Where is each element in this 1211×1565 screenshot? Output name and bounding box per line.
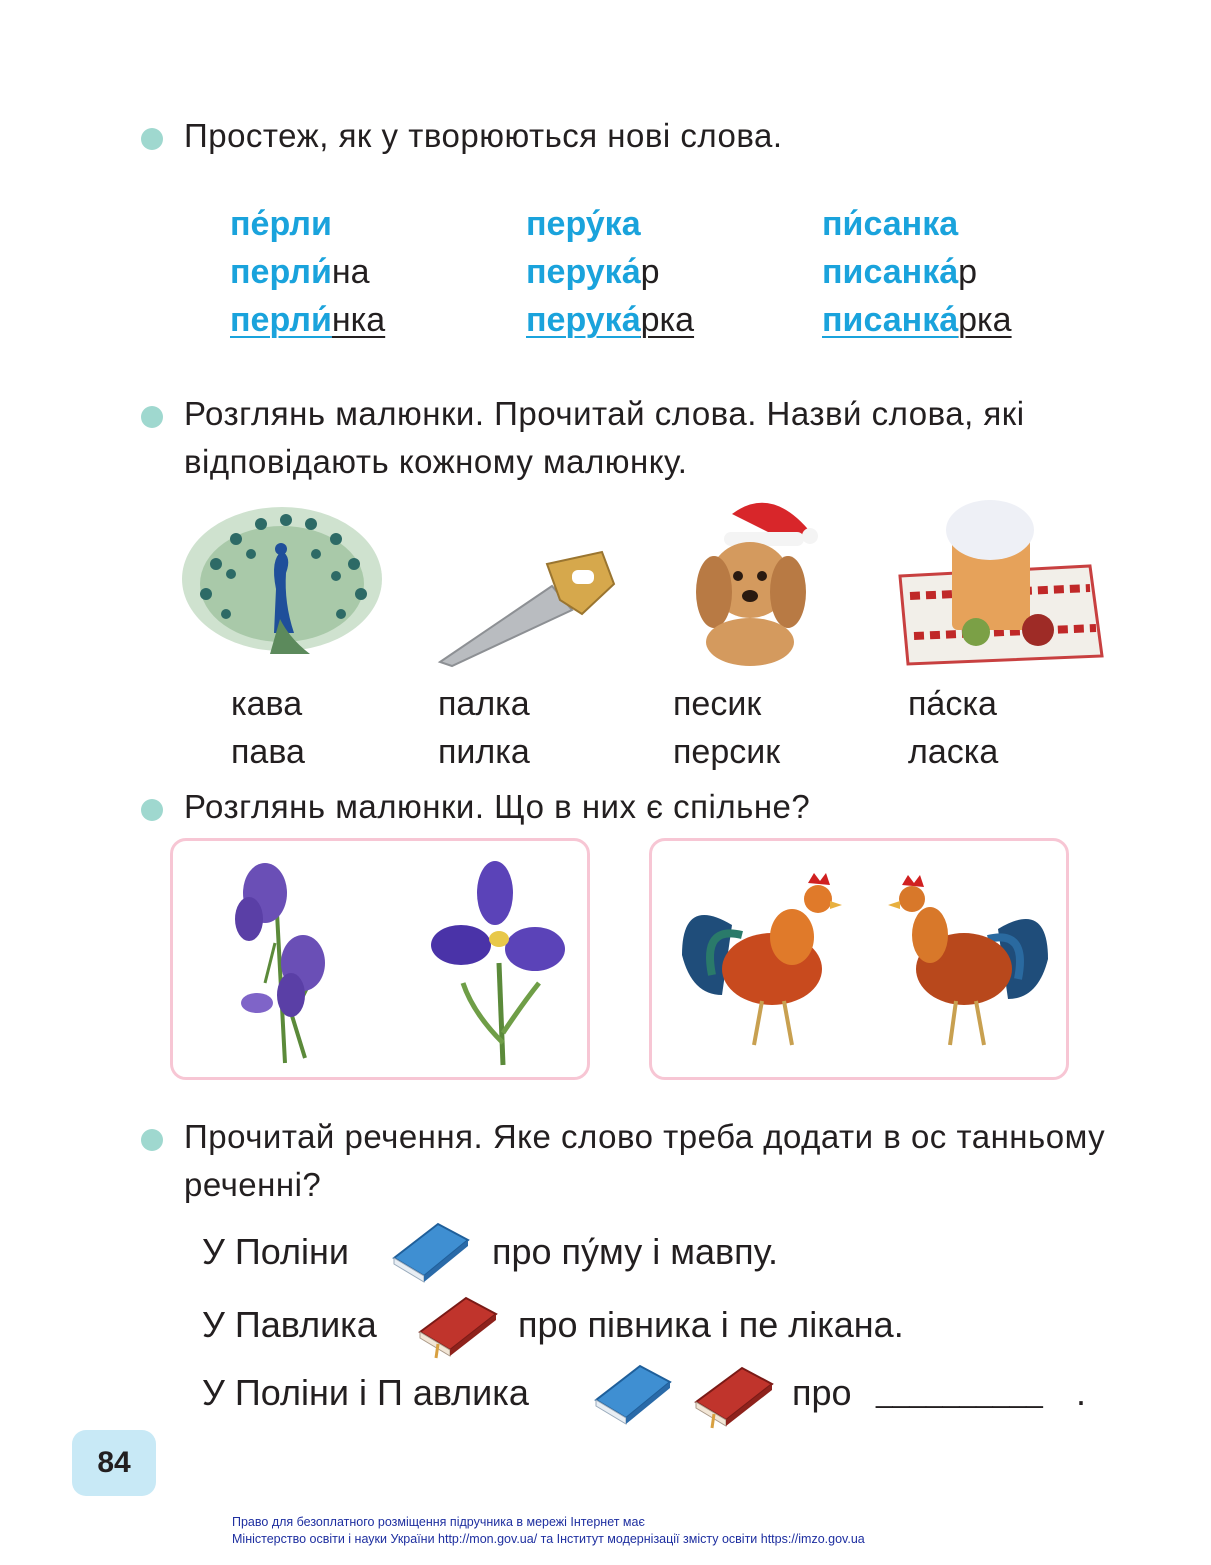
word-stem: писанка́ (822, 301, 959, 339)
footer-line2: Міністерство освіти і науки України http://mon.gov.ua/ та Інститут модернізації змісту освіти https://imzo.gov.ua (232, 1532, 865, 1546)
peacock-picture (176, 494, 388, 666)
word-stem: писанка́ (822, 253, 959, 291)
answer-blank[interactable]: __________ (876, 1376, 1043, 1409)
rooster-picture-2 (878, 869, 1058, 1049)
word-perukarka (526, 296, 694, 344)
word-suffix: рка (958, 301, 1012, 339)
word-pesyk: песик (673, 685, 762, 723)
sentence1-start: У Поліни (202, 1231, 349, 1272)
word-suffix: р (640, 253, 660, 291)
word-kava: кава (231, 685, 303, 723)
footer-line1: Право для безоплатного розміщення підручника в мережі Інтернет має (232, 1515, 645, 1529)
iris-frame (170, 838, 590, 1080)
word-persyk: персик (673, 733, 781, 771)
bullet-task3 (141, 799, 163, 821)
word-perukar (526, 248, 660, 296)
bullet-task1 (141, 128, 163, 150)
word-suffix: р (958, 253, 978, 291)
task4-instruction-line2: реченні? (184, 1166, 322, 1203)
word-stem: перука́ (526, 301, 641, 339)
sentence2-end: про півника і пе лікана. (518, 1304, 904, 1345)
easter-cake-picture (890, 486, 1108, 668)
iris-picture-1 (205, 853, 355, 1067)
word-pylka: пилка (438, 733, 530, 771)
word-pysankar (822, 248, 977, 296)
word-pysanka: пи́санка (822, 205, 959, 243)
iris-picture-2 (417, 853, 573, 1067)
page-number: 84 (72, 1430, 156, 1496)
word-perlynka (230, 296, 385, 344)
word-peruka: перу́ка (526, 205, 641, 243)
sentence1-end: про пу́му і мавпу. (492, 1231, 778, 1272)
word-pava: пава (231, 733, 305, 771)
saw-picture (432, 544, 622, 668)
word-suffix: рка (640, 301, 695, 339)
task1-instruction: Простеж, як у творюються нові слова. (184, 117, 783, 154)
word-paska: па́ска (908, 685, 997, 723)
word-pysankarka (822, 296, 1012, 344)
sentence3-end: про (792, 1372, 852, 1413)
task4-instruction-line1: Прочитай речення. Яке слово треба додати в ос танньому (184, 1118, 1106, 1155)
task2-instruction-line1: Розглянь малюнки. Прочитай слова. Назви́ слова, які (184, 395, 1025, 432)
puppy-picture (662, 484, 818, 668)
word-stem: перука́ (526, 253, 641, 291)
sentence3-dot: . (1076, 1372, 1087, 1413)
word-suffix: нка (331, 301, 386, 339)
blue-book-icon (388, 1218, 472, 1284)
sentence2-start: У Павлика (202, 1304, 377, 1345)
bullet-task2 (141, 406, 163, 428)
word-perlyna (230, 248, 370, 296)
red-book-icon (414, 1290, 500, 1360)
word-suffix: на (331, 253, 370, 291)
bullet-task4 (141, 1129, 163, 1151)
blue-book-icon (590, 1360, 674, 1426)
sentence3-start: У Поліни і П авлика (202, 1372, 529, 1413)
rooster-frame (649, 838, 1069, 1080)
task2-instruction-line2: відповідають кожному малюнку. (184, 443, 688, 480)
task3-instruction: Розглянь малюнки. Що в них є спільне? (184, 788, 811, 825)
word-stem: перли́ (230, 301, 332, 339)
word-stem: перли́ (230, 253, 332, 291)
word-perly: пе́рли (230, 205, 332, 243)
word-laska: ласка (908, 733, 999, 771)
rooster-picture-1 (672, 865, 852, 1051)
red-book-icon (690, 1360, 776, 1430)
word-palka: палка (438, 685, 530, 723)
